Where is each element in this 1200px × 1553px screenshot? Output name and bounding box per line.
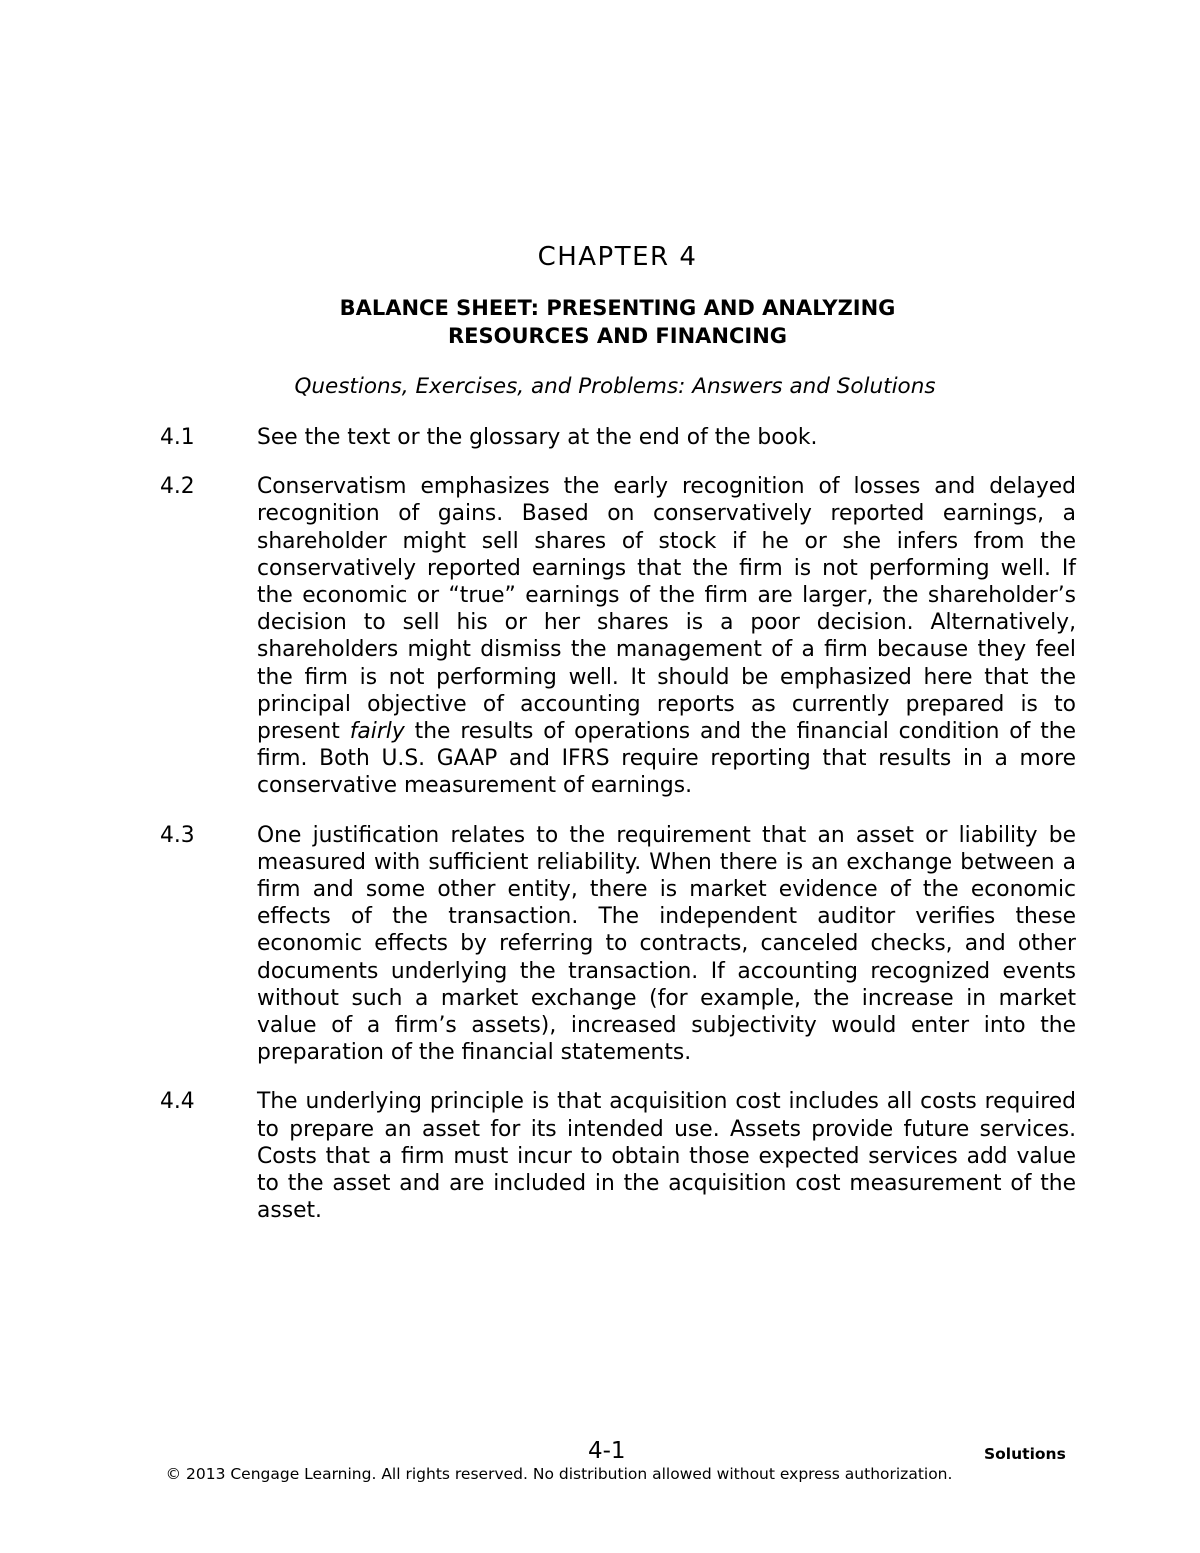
question-answer bbox=[257, 473, 1076, 799]
question-number: 4.3 bbox=[160, 822, 195, 848]
chapter-title-line-1: BALANCE SHEET: PRESENTING AND ANALYZING bbox=[339, 296, 896, 320]
question-answer: The underlying principle is that acquisition cost includes all costs required to prepare an asset for its intended use. Assets provide future services. Costs that a firm must incur to obtain those expected services add value to the asset and are included in the acquisition cost measurement of the asset. bbox=[257, 1089, 1076, 1224]
chapter-title-line-2: RESOURCES AND FINANCING bbox=[447, 324, 788, 348]
question-number: 4.2 bbox=[160, 474, 195, 500]
question-item bbox=[160, 473, 1076, 799]
copyright-notice: © 2013 Cengage Learning. All rights reserved. No distribution allowed without express authorization. bbox=[165, 1465, 953, 1483]
chapter-heading: CHAPTER 4 bbox=[537, 242, 698, 272]
question-number: 4.1 bbox=[160, 425, 195, 450]
question-list bbox=[160, 424, 1076, 1246]
answer-text-part: the results of operations and the financial condition of the firm. Both U.S. GAAP and IFRS require reporting that results in a more conservative measurement of earnings. bbox=[257, 719, 1076, 799]
footer-section-label: Solutions bbox=[984, 1445, 1066, 1463]
answer-emphasis: fairly bbox=[349, 719, 405, 745]
question-number: 4.4 bbox=[160, 1089, 195, 1115]
question-item bbox=[160, 1088, 1076, 1224]
question-answer: See the text or the glossary at the end of the book. bbox=[257, 425, 818, 450]
question-item bbox=[160, 424, 1076, 451]
answer-text-part: Conservatism emphasizes the early recognition of losses and delayed recognition of gains. Based on conservatively reported earnings, a shareholder might sell shares of stock if he or she infers from the conservatively reported earnings that the firm is not performing well. If the economic or “true” earnings of the firm are larger, the shareholder’s decision to sell his or her shares is a poor decision. Alternatively, shareholders might dismiss the management of a firm because they feel the firm is not performing well. It should be emphasized here that the principal objective of accounting reports as currently prepared is to present bbox=[257, 474, 1076, 745]
page-number: 4-1 bbox=[588, 1438, 626, 1464]
question-item bbox=[160, 822, 1076, 1067]
section-subtitle: Questions, Exercises, and Problems: Answers and Solutions bbox=[294, 374, 936, 399]
question-answer: One justification relates to the requirement that an asset or liability be measured with sufficient reliability. When there is an exchange between a firm and some other entity, there is market evidence of the economic effects of the transaction. The independent auditor verifies these economic effects by referring to contracts, canceled checks, and other documents underlying the transaction. If accounting recognized events without such a market exchange (for example, the increase in market value of a firm’s assets), increased subjectivity would enter into the preparation of the financial statements. bbox=[257, 822, 1076, 1066]
chapter-title bbox=[0, 294, 1200, 350]
